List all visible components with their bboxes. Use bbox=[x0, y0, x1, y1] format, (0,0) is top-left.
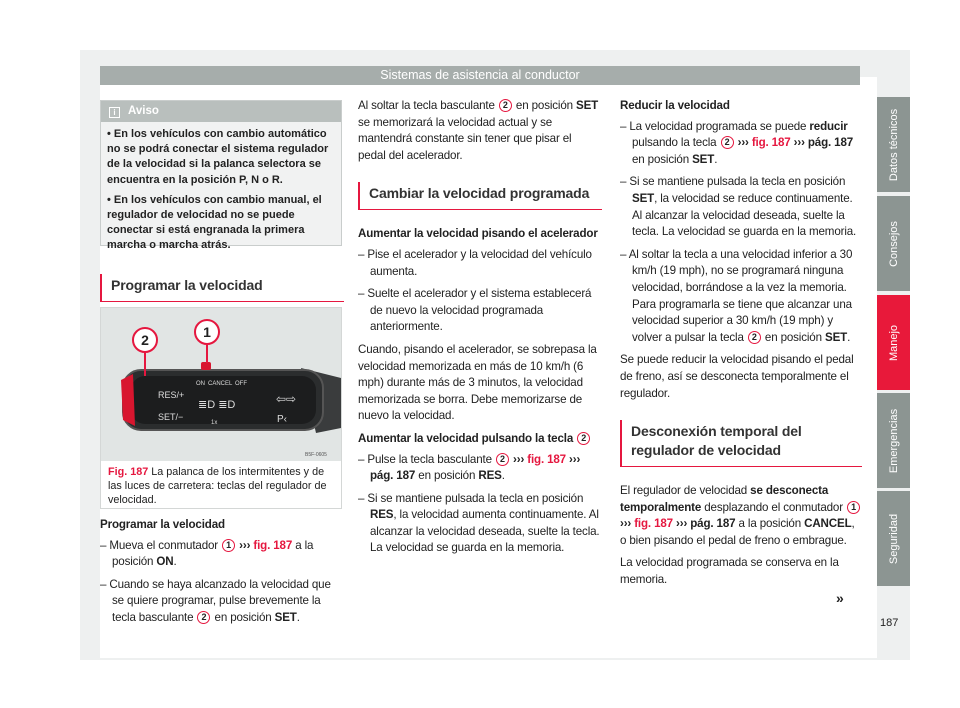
text: La velocidad programada se conserva en la memoria. bbox=[620, 556, 839, 587]
text: – Al soltar la tecla a una velocidad inferior a 30 km/h (19 mph), no se programará ninguna velocidad, borrándose a la vez la memoria. Para programarla se tiene que alcanzar una velocidad superior a 30 km/h (19 mph) y volver a pulsar la tecla bbox=[620, 247, 853, 344]
text: Desconexión temporal del regulador de velocidad bbox=[631, 423, 802, 459]
image-code: B5F-0605 bbox=[305, 452, 327, 458]
paragraph bbox=[358, 342, 602, 425]
figure-link[interactable]: fig. 187 bbox=[634, 517, 673, 531]
callout-number: 2 bbox=[496, 453, 509, 466]
text: – Mueva el conmutador bbox=[100, 538, 222, 552]
paragraph bbox=[620, 483, 862, 549]
callout-number: 2 bbox=[499, 99, 512, 112]
caption-text: La palanca de los intermitentes y de las luces de carretera: teclas del regulador de velocidad. bbox=[108, 466, 327, 506]
subheading bbox=[358, 431, 602, 448]
tab-emergencias[interactable] bbox=[877, 393, 910, 488]
text: . bbox=[847, 330, 851, 344]
figure-187 bbox=[100, 307, 342, 509]
tab-label: Emergencias bbox=[887, 408, 900, 473]
bold-text: ››› bbox=[236, 538, 254, 552]
callout-number: 2 bbox=[721, 136, 734, 149]
list-item bbox=[100, 577, 344, 627]
text: , la velocidad se reduce continuamente. Al alcanzar la velocidad deseada, suelte la tecla. La velocidad se guarda en la memoria. bbox=[632, 191, 857, 239]
tab-manejo[interactable] bbox=[877, 295, 910, 390]
bold-text: RES bbox=[370, 508, 394, 522]
section-heading bbox=[358, 182, 602, 210]
text: Al soltar la tecla basculante bbox=[358, 99, 498, 112]
label-1x: 1x bbox=[211, 420, 218, 426]
bold-text: ON bbox=[156, 555, 174, 569]
text: – La velocidad programada se puede bbox=[620, 119, 810, 133]
bold-text: SET bbox=[576, 99, 599, 112]
section-heading-wrap bbox=[100, 262, 344, 302]
callout-number: 1 bbox=[847, 501, 860, 514]
text: en posición bbox=[415, 469, 479, 483]
bold-text: RES bbox=[478, 469, 502, 483]
text: se memorizará la velocidad actual y se mantendrá constante sin tener que pisar el pedal del acelerador. bbox=[358, 115, 572, 162]
text: desplazando el conmutador bbox=[701, 500, 847, 514]
list-item bbox=[358, 491, 602, 557]
running-header: Sistemas de asistencia al conductor bbox=[100, 66, 860, 85]
label-off: OFF bbox=[235, 381, 247, 387]
headlight-icon: ≣D ≣D bbox=[198, 399, 236, 411]
tab-consejos[interactable] bbox=[877, 196, 910, 291]
subheading bbox=[358, 226, 602, 243]
list-item bbox=[358, 452, 602, 485]
text: – Pise el acelerador y la velocidad del vehículo aumenta. bbox=[358, 247, 592, 278]
text: Reducir la velocidad bbox=[620, 99, 730, 112]
bold-text: SET bbox=[692, 152, 715, 166]
list-item bbox=[358, 286, 602, 336]
list-item bbox=[100, 538, 344, 571]
text: en posición bbox=[632, 152, 693, 166]
bold-text: ››› pág. 187 bbox=[790, 136, 854, 150]
tab-seguridad[interactable] bbox=[877, 491, 910, 586]
bold-text: CANCEL bbox=[804, 517, 852, 531]
paragraph bbox=[358, 98, 602, 164]
label-cancel: CANCEL bbox=[208, 381, 233, 387]
list-item bbox=[620, 247, 862, 347]
figure-link[interactable]: fig. 187 bbox=[751, 136, 791, 150]
subheading bbox=[100, 517, 344, 534]
figure-caption bbox=[101, 461, 341, 511]
list-item bbox=[620, 174, 862, 240]
text: en posición bbox=[761, 330, 825, 344]
figure-link[interactable]: fig. 187 bbox=[253, 538, 293, 552]
info-icon: i bbox=[109, 107, 120, 118]
turn-signal-icon: ⇦⇨ bbox=[276, 392, 297, 406]
tab-label: Manejo bbox=[887, 324, 900, 361]
label-on: ON bbox=[196, 381, 205, 387]
column-2-text bbox=[358, 98, 602, 563]
label-res: RES/+ bbox=[158, 390, 185, 400]
bold-text: reducir bbox=[809, 119, 848, 133]
column-3-text bbox=[620, 98, 862, 595]
text: . bbox=[714, 152, 718, 166]
text: en posición bbox=[512, 99, 577, 112]
text: . bbox=[296, 610, 300, 624]
text: , la velocidad aumenta continuamente. Al alcanzar la velocidad deseada, suelte la tecla. La velocidad se guarda en la memoria. bbox=[370, 508, 600, 555]
tab-label: Consejos bbox=[887, 220, 900, 267]
notice-box bbox=[100, 100, 342, 252]
paragraph bbox=[620, 555, 862, 588]
subheading bbox=[620, 98, 862, 115]
notice-title: Aviso bbox=[128, 105, 159, 117]
notice-header bbox=[101, 101, 341, 122]
bold-text: SET bbox=[824, 330, 848, 344]
callout-number: 2 bbox=[197, 611, 210, 624]
callout-1: 1 bbox=[203, 324, 211, 340]
label-set: SET/− bbox=[158, 412, 184, 422]
column-1-text bbox=[100, 517, 344, 633]
tab-label: Seguridad bbox=[887, 513, 900, 564]
tab-datos-tecnicos[interactable] bbox=[877, 97, 910, 192]
text: pulsando la tecla bbox=[632, 136, 720, 150]
bold-text: ››› bbox=[734, 136, 752, 150]
figure-number: Fig. 187 bbox=[108, 466, 149, 478]
continue-marker: » bbox=[836, 590, 844, 606]
text: El regulador de velocidad bbox=[620, 484, 751, 498]
text: en posición bbox=[211, 610, 275, 624]
text: Aumentar la velocidad pisando el acelerador bbox=[358, 227, 598, 241]
text: Programar la velocidad bbox=[100, 518, 225, 531]
text: – Cuando se haya alcanzado la velocidad que se quiere programar, pulse brevemente la tecla basculante bbox=[100, 577, 331, 624]
bold-text: se desconecta temporalmente bbox=[620, 484, 829, 514]
bold-text: ››› bbox=[509, 452, 528, 466]
text: Cuando, pisando el acelerador, se sobrepasa la velocidad memorizada en más de 10 km/h (6 mph) durante más de 3 minutos, la velocidad memorizada se borra. Debe memorizarse de nuevo la velocidad. bbox=[358, 342, 597, 423]
callout-number: 2 bbox=[577, 432, 590, 445]
list-item bbox=[358, 247, 602, 280]
notice-item: • En los vehículos con cambio automático no se podrá conectar el sistema regulador de la velocidad si la palanca selectora se encuentra en la posición P, N o R. bbox=[107, 128, 329, 186]
list-item bbox=[620, 119, 862, 169]
text: – Pulse la tecla basculante bbox=[358, 452, 495, 466]
text: a la posición bbox=[112, 538, 314, 569]
bold-text: SET bbox=[632, 191, 655, 205]
bold-text: ››› pág. 187 bbox=[672, 517, 736, 531]
text: . bbox=[501, 469, 505, 483]
callout-number: 2 bbox=[748, 331, 761, 344]
text: Se puede reducir la velocidad pisando el pedal de freno, así se desconecta temporalmente el regulador. bbox=[620, 353, 854, 400]
text: Cambiar la velocidad programada bbox=[369, 185, 590, 202]
bold-text: SET bbox=[274, 610, 297, 624]
text: . bbox=[173, 555, 177, 569]
text: – Si se mantiene pulsada la tecla en posición bbox=[620, 175, 846, 189]
callout-number: 1 bbox=[222, 539, 235, 552]
text: – Si se mantiene pulsada la tecla en posición bbox=[358, 491, 584, 505]
lever-illustration bbox=[101, 308, 341, 461]
figure-link[interactable]: fig. 187 bbox=[527, 452, 566, 466]
section-heading bbox=[620, 420, 862, 467]
paragraph bbox=[620, 352, 862, 402]
parking-light-icon: P‹ bbox=[277, 414, 287, 425]
text: a la posición bbox=[735, 517, 805, 531]
text: – Suelte el acelerador y el sistema establecerá de nuevo la velocidad programada anteriormente. bbox=[358, 287, 592, 334]
text: Aumentar la velocidad pulsando la tecla bbox=[358, 431, 577, 445]
bold-text: ››› bbox=[620, 517, 635, 531]
notice-item: • En los vehículos con cambio manual, el regulador de velocidad no se puede conectar si está engranada la primera marcha o marcha atrás. bbox=[107, 193, 322, 252]
section-heading: Programar la velocidad bbox=[100, 274, 344, 302]
bold-text: ››› pág. 187 bbox=[370, 452, 581, 483]
page-number: 187 bbox=[880, 617, 899, 629]
tab-label: Datos técnicos bbox=[887, 108, 900, 181]
callout-2: 2 bbox=[141, 332, 149, 348]
figure-image bbox=[101, 308, 341, 461]
text: , o bien pisando el pedal de freno o embrague. bbox=[620, 517, 855, 547]
